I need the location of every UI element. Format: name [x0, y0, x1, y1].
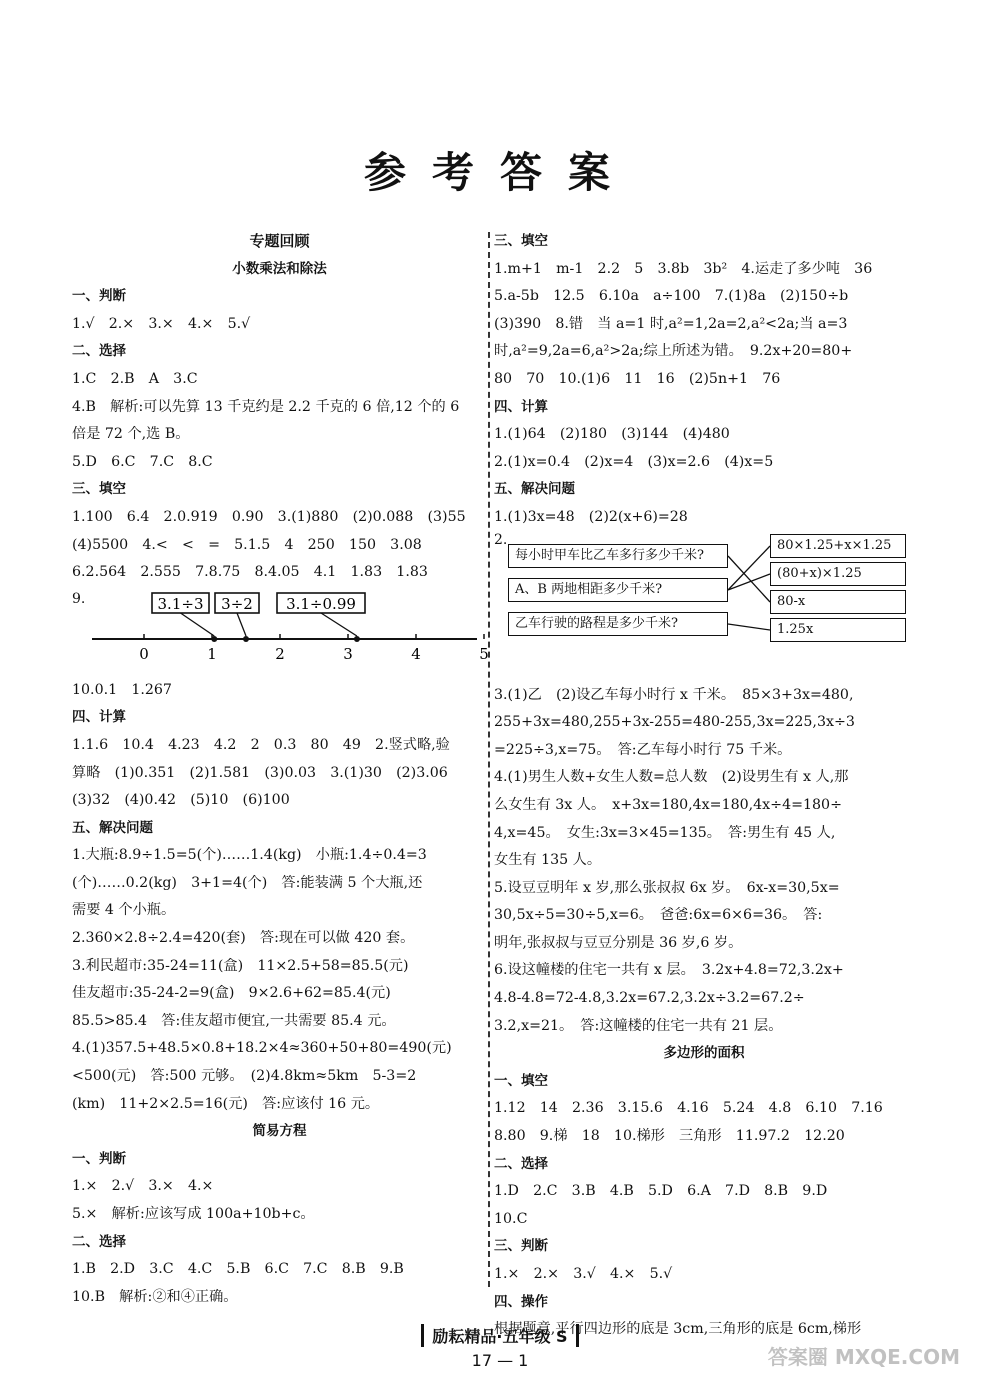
matching-lines — [494, 532, 914, 682]
answer-line: 时,a²=9,2a=6,a²>2a;综上所述为错。 9.2x+20=80+ — [494, 343, 853, 360]
matching-answer: 1.25x — [770, 618, 906, 642]
number-line-point — [243, 636, 249, 642]
answer-line: 1.(1)3x=48 (2)2(x+6)=28 — [494, 508, 688, 525]
answer-line: (3)32 (4)0.42 (5)10 (6)100 — [72, 792, 290, 809]
column-divider — [488, 232, 490, 1287]
subsection-title: 小数乘法和除法 — [232, 260, 327, 277]
answer-line: 80 70 10.(1)6 11 16 (2)5n+1 76 — [494, 370, 781, 387]
number-line-tick-label: 2 — [275, 644, 285, 663]
page-number: 17 — 1 — [471, 1351, 529, 1370]
answer-line: (4)5500 4.< < = 5.1.5 4 250 150 3.08 — [72, 536, 422, 553]
question-type-heading: 四、计算 — [494, 398, 548, 415]
answer-line: (km) 11+2×2.5=16(元) 答:应该付 16 元。 — [72, 1095, 380, 1112]
answer-line: 4,x=45。 女生:3x=3×45=135。 答:男生有 45 人, — [494, 824, 836, 841]
question-type-heading: 一、判断 — [72, 288, 126, 305]
answer-line: 10.B 解析:②和④正确。 — [72, 1288, 238, 1305]
matching-answer: (80+x)×1.25 — [770, 562, 906, 586]
number-line-arrow — [237, 613, 246, 636]
answer-line: 1.12 14 2.36 3.15.6 4.16 5.24 4.8 6.10 7.16 — [494, 1100, 883, 1117]
number-line-point — [211, 636, 217, 642]
answer-line: 1.(1)64 (2)180 (3)144 (4)480 — [494, 426, 730, 443]
answer-line: 需要 4 个小瓶。 — [72, 902, 176, 919]
number-line-box-label: 3.1÷0.99 — [286, 594, 356, 613]
answer-line: 3.(1)乙 (2)设乙车每小时行 x 千米。 85×3+3x=480, — [494, 686, 854, 703]
matching-question: 乙车行驶的路程是多少千米? — [508, 612, 728, 636]
question-type-heading: 三、填空 — [72, 481, 126, 498]
answer-line: 6.设这幢楼的住宅一共有 x 层。 3.2x+4.8=72,3.2x+ — [494, 962, 844, 979]
answer-line: 佳友超市:35-24-2=9(盒) 9×2.6+62=85.4(元) — [72, 985, 391, 1002]
matching-answer: 80-x — [770, 590, 906, 614]
number-line-box-label: 3÷2 — [221, 594, 253, 613]
answer-line: 1.D 2.C 3.B 4.B 5.D 6.A 7.D 8.B 9.D — [494, 1183, 828, 1200]
answer-line: (3)390 8.错 当 a=1 时,a²=1,2a=2,a²<2a;当 a=3 — [494, 315, 848, 332]
matching-question: 每小时甲车比乙车多行多少千米? — [508, 544, 728, 568]
right-column — [494, 228, 914, 1344]
answer-line: 1.× 2.√ 3.× 4.× — [72, 1178, 214, 1195]
number-line-tick-label: 4 — [411, 644, 421, 663]
answer-line: <500(元) 答:500 元够。 (2)4.8km≈5km 5-3=2 — [72, 1068, 417, 1085]
answer-line: 5.a-5b 12.5 6.10a a÷100 7.(1)8a (2)150÷b — [494, 288, 849, 305]
answer-line: 5.D 6.C 7.C 8.C — [72, 453, 213, 470]
question-type-heading: 二、选择 — [494, 1155, 548, 1172]
question-type-heading: 一、填空 — [494, 1072, 548, 1089]
answer-line: 2.(1)x=0.4 (2)x=4 (3)x=2.6 (4)x=5 — [494, 453, 774, 470]
answer-line: 4.8-4.8=72-4.8,3.2x=67.2,3.2x÷3.2=67.2÷ — [494, 990, 805, 1007]
question-type-heading: 一、判断 — [72, 1150, 126, 1167]
section-title: 专题回顾 — [249, 232, 310, 250]
page-title: 参考答案 — [363, 148, 636, 197]
answer-line: 1.√ 2.× 3.× 4.× 5.√ — [72, 315, 251, 332]
answer-line: 1.m+1 m-1 2.2 5 3.8b 3b² 4.运走了多少吨 36 — [494, 260, 873, 277]
answer-line: 1.C 2.B A 3.C — [72, 370, 198, 387]
answer-line: 倍是 72 个,选 B。 — [72, 426, 190, 443]
answer-line: 10.C — [494, 1210, 528, 1227]
answer-line: 10.0.1 1.267 — [72, 681, 172, 698]
number-line-box-label: 3.1÷3 — [157, 594, 204, 613]
answer-line: 1.大瓶:8.9÷1.5=5(个)……1.4(kg) 小瓶:1.4÷0.4=3 — [72, 847, 427, 864]
number-line-arrow — [181, 613, 215, 636]
answer-line: 1.B 2.D 3.C 4.C 5.B 6.C 7.C 8.B 9.B — [72, 1261, 404, 1278]
number-line-figure — [72, 591, 487, 677]
subsection-title: 简易方程 — [252, 1123, 307, 1140]
number-line-tick-label: 3 — [343, 644, 353, 663]
answer-line: 255+3x=480,255+3x-255=480-255,3x=225,3x÷3 — [494, 714, 855, 731]
matching-link — [728, 556, 770, 602]
number-line-tick-label: 5 — [479, 644, 489, 663]
answer-line: 2.360×2.8÷2.4=420(套) 答:现在可以做 420 套。 — [72, 930, 415, 947]
answer-line: 4.(1)男生人数+女生人数=总人数 (2)设男生有 x 人,那 — [494, 769, 849, 786]
question-type-heading: 三、填空 — [494, 233, 548, 249]
answer-line: 1.100 6.4 2.0.919 0.90 3.(1)880 (2)0.088 (3)55 — [72, 508, 466, 525]
answer-line: 女生有 135 人。 — [494, 852, 602, 869]
answer-line: =225÷3,x=75。 答:乙车每小时行 75 千米。 — [494, 741, 792, 758]
answer-line: 3.利民超市:35-24=11(盒) 11×2.5+58=85.5(元) — [72, 957, 409, 974]
question-type-heading: 四、操作 — [494, 1293, 548, 1310]
answer-line: 6.2.564 2.555 7.8.75 8.4.05 4.1 1.83 1.83 — [72, 564, 428, 581]
question-type-heading: 二、选择 — [72, 343, 126, 360]
number-line-label: 9. — [72, 590, 86, 607]
subsection-title: 多边形的面积 — [663, 1045, 745, 1062]
matching-link — [728, 624, 770, 630]
question-type-heading: 二、选择 — [72, 1233, 126, 1250]
answer-line: 么女生有 3x 人。 x+3x=180,4x=180,4x÷4=180÷ — [494, 796, 842, 813]
number-line-tick-label: 1 — [207, 644, 217, 663]
matching-figure — [494, 532, 914, 682]
matching-question: A、B 两地相距多少千米? — [508, 578, 728, 602]
number-line — [72, 591, 487, 677]
answer-line: 明年,张叔叔与豆豆分别是 36 岁,6 岁。 — [494, 934, 743, 951]
answer-line: 1.1.6 10.4 4.23 4.2 2 0.3 80 49 2.竖式略,验 — [72, 736, 450, 753]
answer-line: 4.(1)357.5+48.5×0.8+18.2×4≈360+50+80=490(元) — [72, 1040, 452, 1057]
number-line-point — [354, 636, 360, 642]
answer-line: 算略 (1)0.351 (2)1.581 (3)0.03 3.(1)30 (2)3.06 — [72, 764, 448, 781]
answer-line: 3.2,x=21。 答:这幢楼的住宅一共有 21 层。 — [494, 1017, 783, 1034]
matching-link — [728, 574, 770, 590]
question-type-heading: 三、判断 — [494, 1238, 548, 1255]
answer-line: 根据题意,平行四边形的底是 3cm,三角形的底是 6cm,梯形 — [494, 1321, 862, 1338]
question-type-heading: 五、解决问题 — [72, 819, 153, 836]
answer-line: 85.5>85.4 答:佳友超市便宜,一共需要 85.4 元。 — [72, 1012, 396, 1029]
answer-line: 5.× 解析:应该写成 100a+10b+c。 — [72, 1206, 315, 1222]
answer-line: 4.B 解析:可以先算 13 千克约是 2.2 千克的 6 倍,12 个的 6 — [72, 398, 460, 415]
question-type-heading: 四、计算 — [72, 709, 126, 726]
matching-link — [728, 546, 770, 590]
answer-line: 8.80 9.梯 18 10.梯形 三角形 11.97.2 12.20 — [494, 1128, 845, 1145]
left-column — [72, 228, 487, 1311]
question-type-heading: 五、解决问题 — [494, 481, 575, 498]
matching-answer: 80×1.25+x×1.25 — [770, 534, 906, 558]
answer-line: 1.× 2.× 3.√ 4.× 5.√ — [494, 1266, 673, 1282]
number-line-arrow — [321, 613, 357, 636]
answer-line: 30,5x÷5=30÷5,x=6。 爸爸:6x=6×6=36。 答: — [494, 907, 823, 924]
footer-brand: 励耘精品·五年级 S — [421, 1324, 578, 1347]
number-line-tick-label: 0 — [139, 644, 149, 663]
answer-line: (个)……0.2(kg) 3+1=4(个) 答:能装满 5 个大瓶,还 — [72, 874, 423, 891]
watermark: 答案圈 MXQE.COM — [767, 1345, 960, 1369]
answer-line: 5.设豆豆明年 x 岁,那么张叔叔 6x 岁。 6x-x=30,5x= — [494, 879, 840, 896]
matching-label: 2. — [494, 531, 508, 548]
